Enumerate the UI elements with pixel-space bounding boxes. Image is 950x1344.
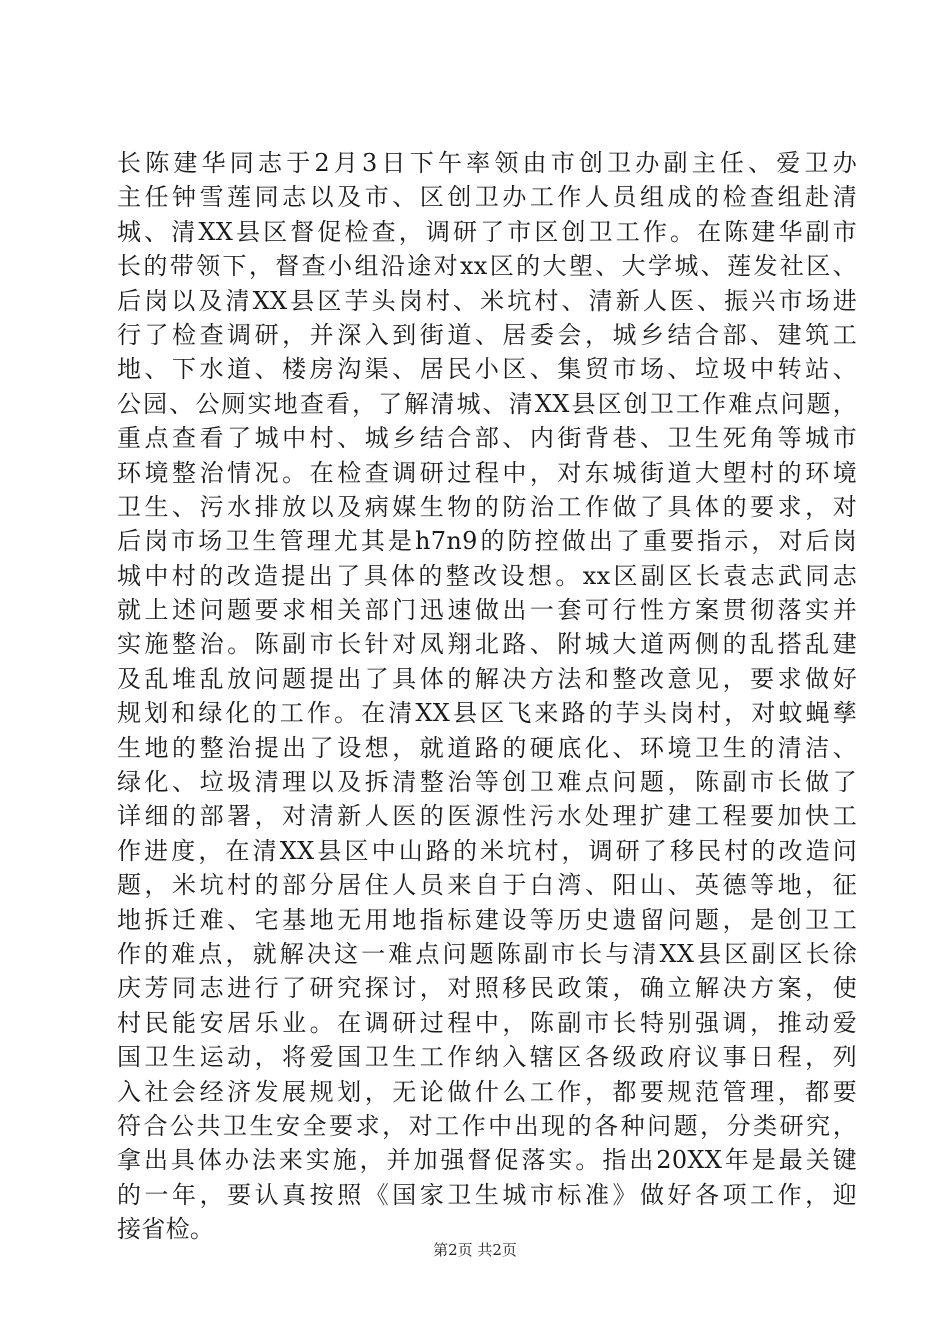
text-line: 庆芳同志进行了研究探讨，对照移民政策，确立解决方案，使: [117, 974, 857, 1003]
text-line: 就上述问题要求相关部门迅速做出一套可行性方案贯彻落实并: [117, 596, 857, 625]
text-line: 后岗以及清XX县区芋头岗村、米坑村、清新人医、振兴市场进: [117, 286, 857, 315]
text-line: 及乱堆乱放问题提出了具体的解决方法和整改意见，要求做好: [117, 664, 857, 693]
text-line: 行了检查调研，并深入到街道、居委会，城乡结合部、建筑工: [117, 320, 857, 349]
text-line: 的一年，要认真按照《国家卫生城市标准》做好各项工作，迎: [117, 1180, 857, 1209]
text-line: 生地的整治提出了设想，就道路的硬底化、环境卫生的清洁、: [117, 733, 857, 762]
text-line: 符合公共卫生安全要求，对工作中出现的各种问题，分类研究，: [117, 1111, 857, 1140]
text-line: 长陈建华同志于2月3日下午率领由市创卫办副主任、爱卫办: [117, 149, 857, 177]
text-line: 城中村的改造提出了具体的整改设想。xx区副区长袁志武同志: [117, 561, 857, 590]
text-line: 公园、公厕实地查看，了解清城、清XX县区创卫工作难点问题，: [117, 389, 857, 418]
text-line: 主任钟雪莲同志以及市、区创卫办工作人员组成的检查组赴清: [117, 183, 857, 212]
text-line: 规划和绿化的工作。在清XX县区飞来路的芋头岗村，对蚊蝇孳: [117, 699, 857, 728]
text-line: 题，米坑村的部分居住人员来自于白湾、阳山、英德等地，征: [117, 871, 857, 900]
text-line: 重点查看了城中村、城乡结合部、内街背巷、卫生死角等城市: [117, 424, 857, 453]
text-line: 地拆迁难、宅基地无用地指标建设等历史遗留问题，是创卫工: [117, 905, 857, 934]
text-line: 实施整治。陈副市长针对凤翔北路、附城大道两侧的乱搭乱建: [117, 630, 857, 659]
text-line: 卫生、污水排放以及病媒生物的防治工作做了具体的要求，对: [117, 492, 857, 521]
text-line: 作的难点，就解决这一难点问题陈副市长与清XX县区副区长徐: [117, 939, 857, 968]
text-line: 地、下水道、楼房沟渠、居民小区、集贸市场、垃圾中转站、: [117, 355, 857, 384]
text-line: 详细的部署，对清新人医的医源性污水处理扩建工程要加快工: [117, 802, 857, 831]
text-line: 村民能安居乐业。在调研过程中，陈副市长特别强调，推动爱: [117, 1008, 857, 1037]
text-line-last: 接省检。: [117, 1215, 215, 1244]
text-line: 环境整治情况。在检查调研过程中，对东城街道大塱村的环境: [117, 458, 857, 487]
text-line: 国卫生运动，将爱国卫生工作纳入辖区各级政府议事日程，列: [117, 1043, 857, 1072]
text-line: 后岗市场卫生管理尤其是h7n9的防控做出了重要指示，对后岗: [117, 527, 857, 556]
text-line: 绿化、垃圾清理以及拆清整治等创卫难点问题，陈副市长做了: [117, 768, 857, 797]
body-paragraph: [117, 146, 857, 1247]
text-line: 作进度，在清XX县区中山路的米坑村，调研了移民村的改造问: [117, 836, 857, 865]
page-number-footer: 第2页 共2页: [433, 1241, 517, 1259]
text-line: 入社会经济发展规划，无论做什么工作，都要规范管理，都要: [117, 1077, 857, 1106]
text-line: 城、清XX县区督促检查，调研了市区创卫工作。在陈建华副市: [117, 217, 857, 246]
text-line: 拿出具体办法来实施，并加强督促落实。指出20XX年是最关键: [117, 1146, 857, 1175]
text-line: 长的带领下，督查小组沿途对xx区的大塱、大学城、莲发社区、: [117, 252, 857, 281]
